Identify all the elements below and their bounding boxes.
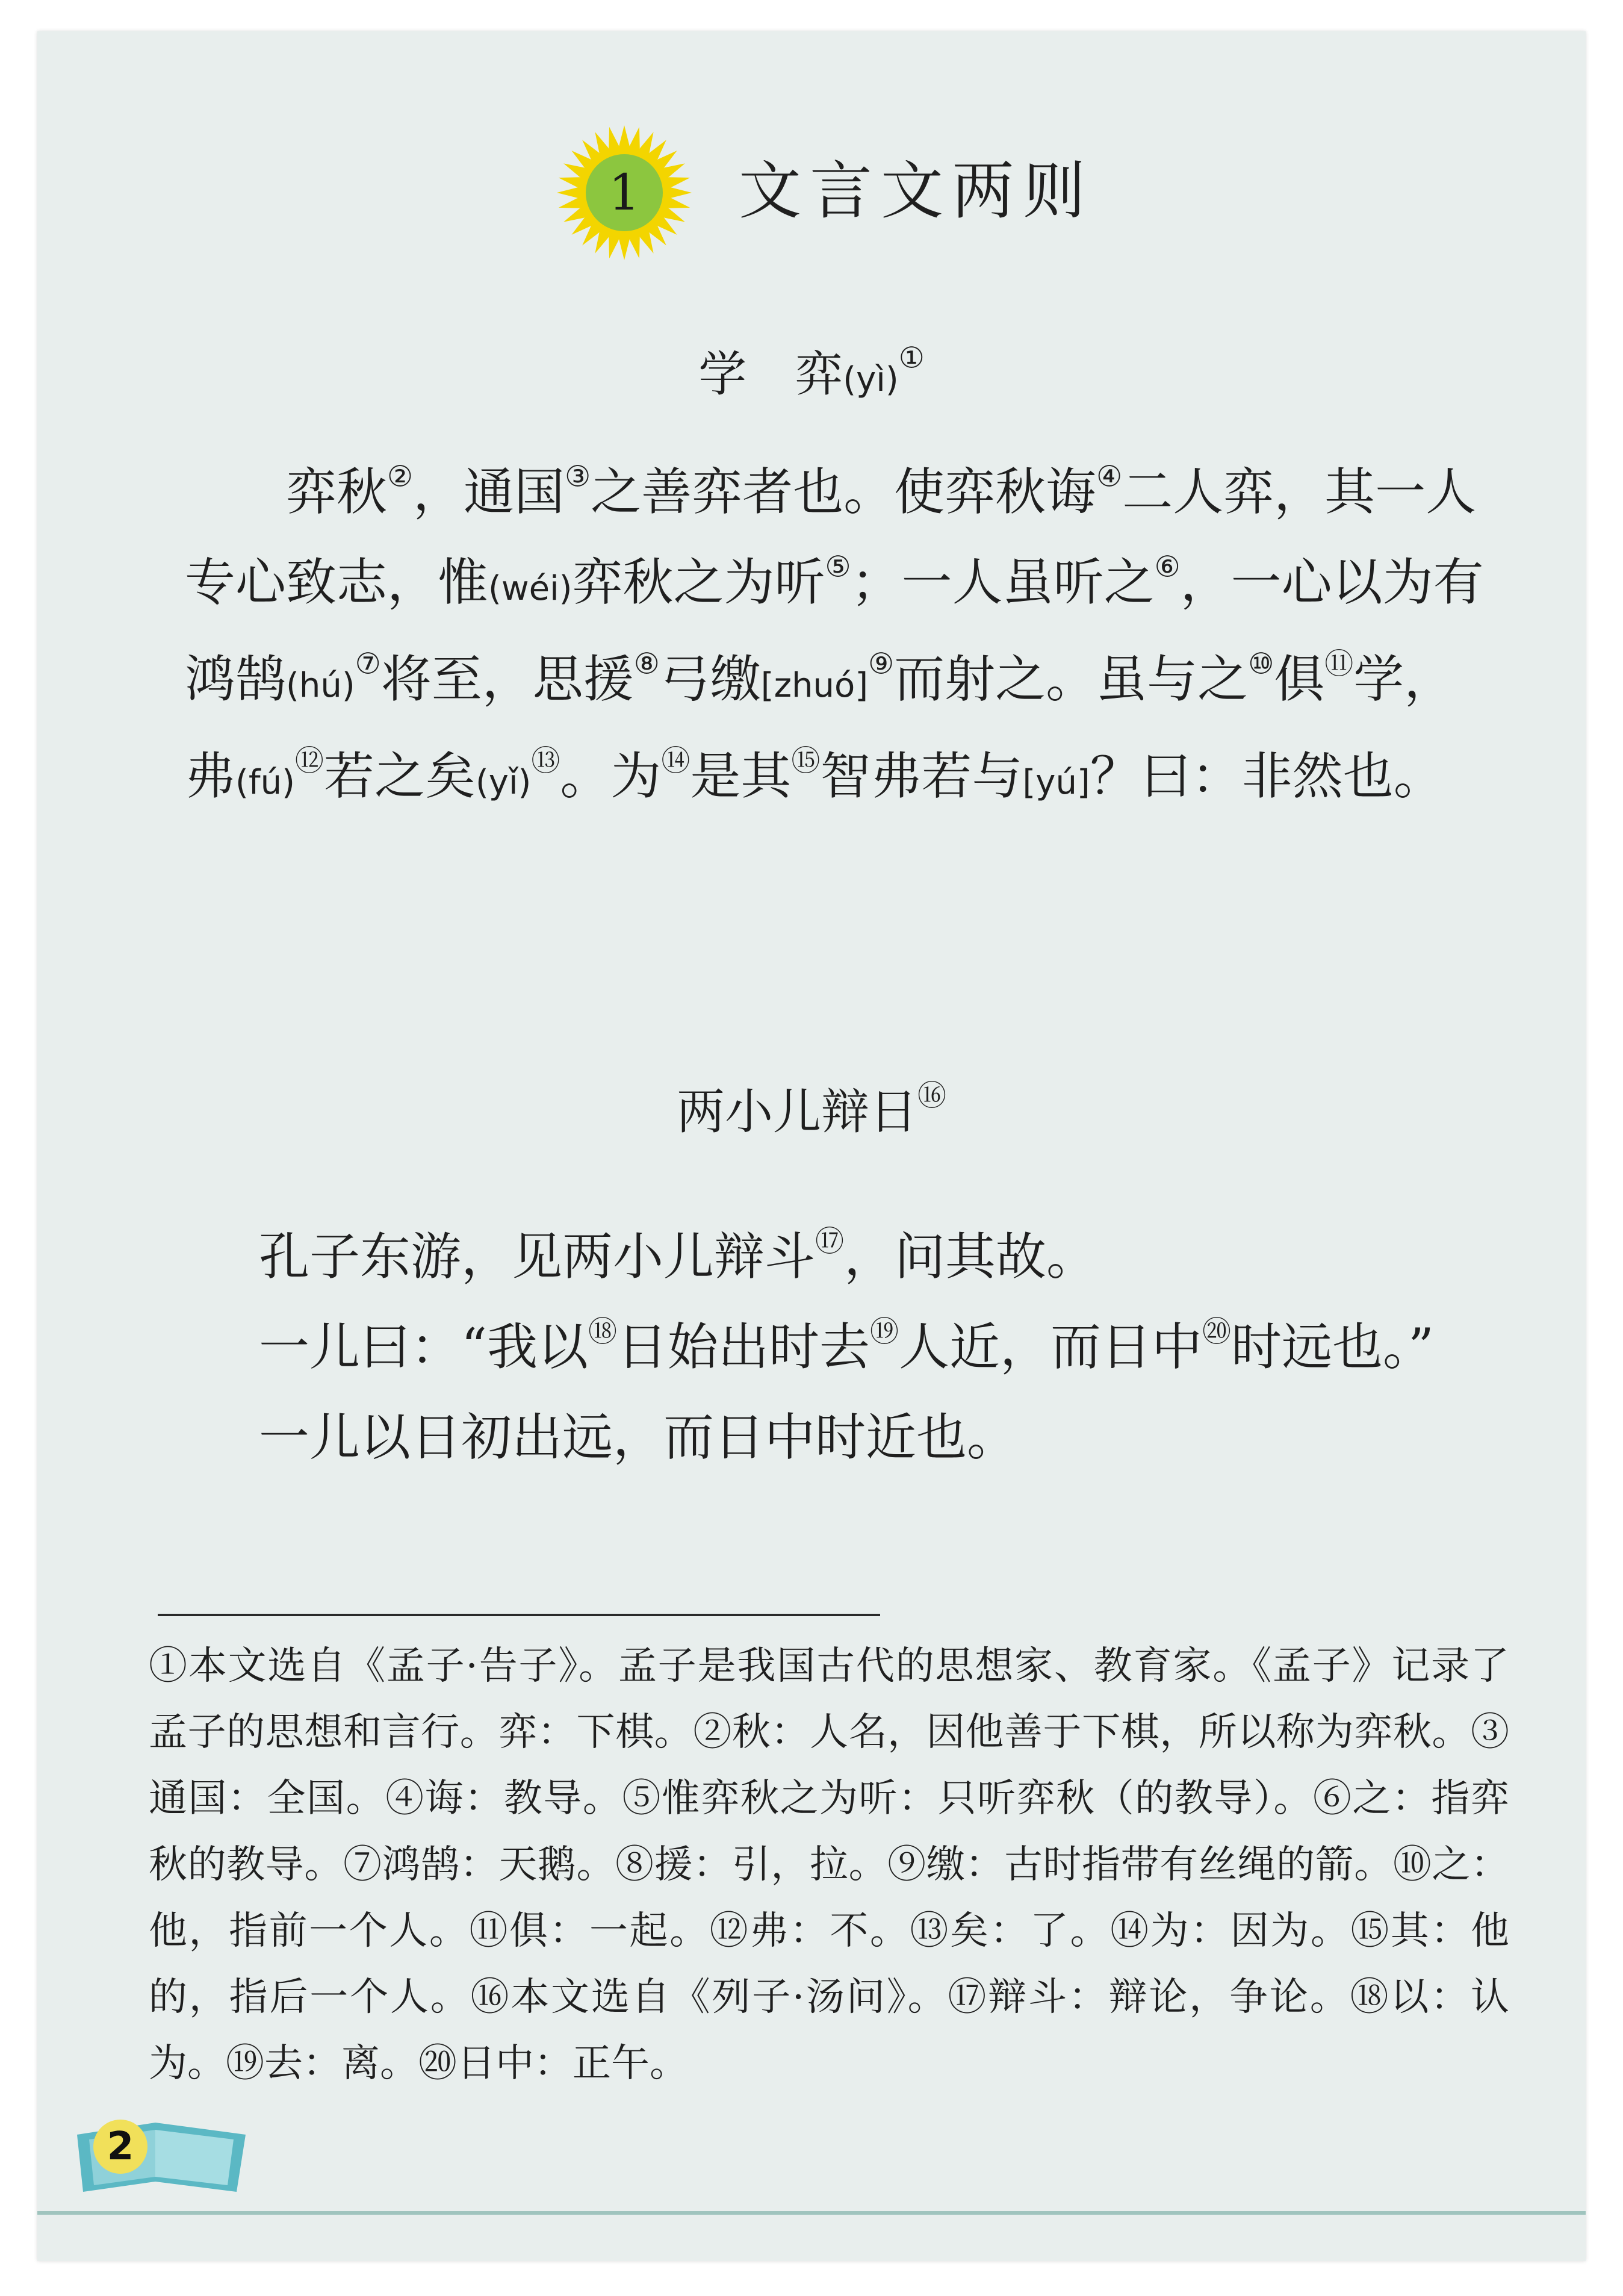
text2-paragraph [158,1212,1500,1302]
text-segment: ，问其故。 [844,1227,1097,1286]
pinyin-annotation: (hú) [286,666,355,705]
note-marker: ⑰ [815,1224,845,1258]
text1-body [185,447,1491,828]
lesson-number: 1 [608,164,641,222]
text-segment: ；一人虽听之 [851,553,1155,612]
lesson-header [37,31,1586,284]
sun-ray [619,125,629,146]
text-segment: 是其 [690,747,792,806]
text2-title [37,1076,1586,1148]
sun-ray [609,237,619,259]
note-marker: ⑱ [588,1314,617,1349]
text-segment: 之善弈者也。使弈秋诲 [591,462,1097,521]
sun-ray [609,127,619,149]
sun-ray [619,240,629,260]
note-marker: ④ [1096,459,1123,494]
text-segment: 将至，思援 [380,650,634,709]
note-marker: ⑪ [1324,647,1354,681]
text1-title-pinyin: (yì) [843,360,899,399]
sun-ray [669,177,690,187]
text-segment: 一儿曰：“我以 [259,1318,588,1377]
text-segment: 弓缴 [659,650,761,709]
pinyin-annotation: (fú) [235,763,295,802]
sun-ray [630,127,640,149]
text2-paragraph [158,1302,1500,1392]
text1-title-text: 学 弈 [698,346,843,402]
text-segment: 日始出时去 [616,1318,870,1377]
note-marker: ⑮ [791,744,821,778]
note-marker: ⑫ [294,744,324,778]
open-book-icon [65,2111,252,2201]
sun-ray [630,237,640,259]
sun-badge-icon [552,120,697,265]
text1-title [37,338,1586,416]
note-marker: ⑳ [1202,1314,1232,1349]
lesson-title: 文言文两则 [739,154,1094,228]
text2-paragraph [158,1392,1500,1482]
sun-ray [557,187,577,198]
book-right-page [155,2130,234,2185]
note-marker: ⑤ [825,550,851,584]
sun-ray [669,198,690,208]
note-marker: ⑨ [868,647,895,681]
text-segment: 。为 [560,747,662,806]
note-marker: ② [387,459,414,494]
text-segment: 孔子东游，见两小儿辩斗 [259,1227,816,1286]
text-segment: 俱 [1274,650,1325,709]
text-segment: ？曰：非然也。 [1090,747,1444,806]
sun-ray [559,177,580,187]
text2-title-text: 两小儿辩日 [676,1084,917,1140]
text-segment: 而射之。虽与之 [894,650,1249,709]
text2-body [158,1212,1500,1482]
text-segment: 智弗若与 [820,747,1023,806]
text-segment: ，通国 [413,462,565,521]
sun-ray [671,187,692,198]
footnote-divider [158,1614,880,1616]
note-marker: ⑬ [531,744,560,778]
page-bottom-rule [37,2211,1586,2215]
text-segment: 若之矣 [323,747,476,806]
note-marker: ⑦ [355,647,381,681]
text2-title-note: ⑯ [917,1078,946,1113]
pinyin-annotation: [zhuó] [760,666,869,705]
textbook-page [37,31,1586,2261]
text-segment: 弈秋 [286,462,388,521]
text-segment: ，一心以为有鸿鹄 [185,553,1484,709]
pinyin-annotation: [yú] [1022,763,1090,802]
note-marker: ③ [565,459,591,494]
note-marker: ⑩ [1248,647,1274,681]
text-segment: 学，弗 [185,650,1455,806]
text-segment: 弈秋之为听 [572,553,825,612]
pinyin-annotation: (yǐ) [475,763,532,802]
pinyin-annotation: (wéi) [488,569,573,608]
text-segment: 人近，而日中 [899,1318,1203,1377]
note-marker: ⑭ [661,744,690,778]
text-segment: 时远也。” [1231,1318,1434,1377]
text-segment: 一儿以日初出远，而日中时近也。 [259,1408,1018,1467]
text1-title-note: ① [898,341,925,375]
text-segment: 二人弈，其一人专心致志，惟 [185,462,1477,612]
text1-paragraph [185,447,1491,828]
note-marker: ⑥ [1154,550,1181,584]
note-marker: ⑲ [869,1314,899,1349]
footnotes: ①本文选自《孟子·告子》。孟子是我国古代的思想家、教育家。《孟子》记录了孟子的思想和言行。弈：下棋。②秋：人名，因他善于下棋，所以称为弈秋。③通国：全国。④诲：教导。⑤惟弈秋之为听：只听弈秋（的教导）。⑥之：指弈秋的教导。⑦鸿鹄：天鹅。⑧援：引，拉。⑨缴：古时指带有丝绳的箭。⑩之：他，指前一个人。⑪俱：一起。⑫弗：不。⑬矣：了。⑭为：因为。⑮其：他的，指后一个人。⑯本文选自《列子·汤问》。⑰辩斗：辩论，争论。⑱以：认为。⑲去：离。⑳日中：正午。 [149,1644,1509,2086]
note-marker: ⑧ [633,647,660,681]
page-number-badge: 2 [93,2120,147,2174]
sun-ray [559,198,580,208]
